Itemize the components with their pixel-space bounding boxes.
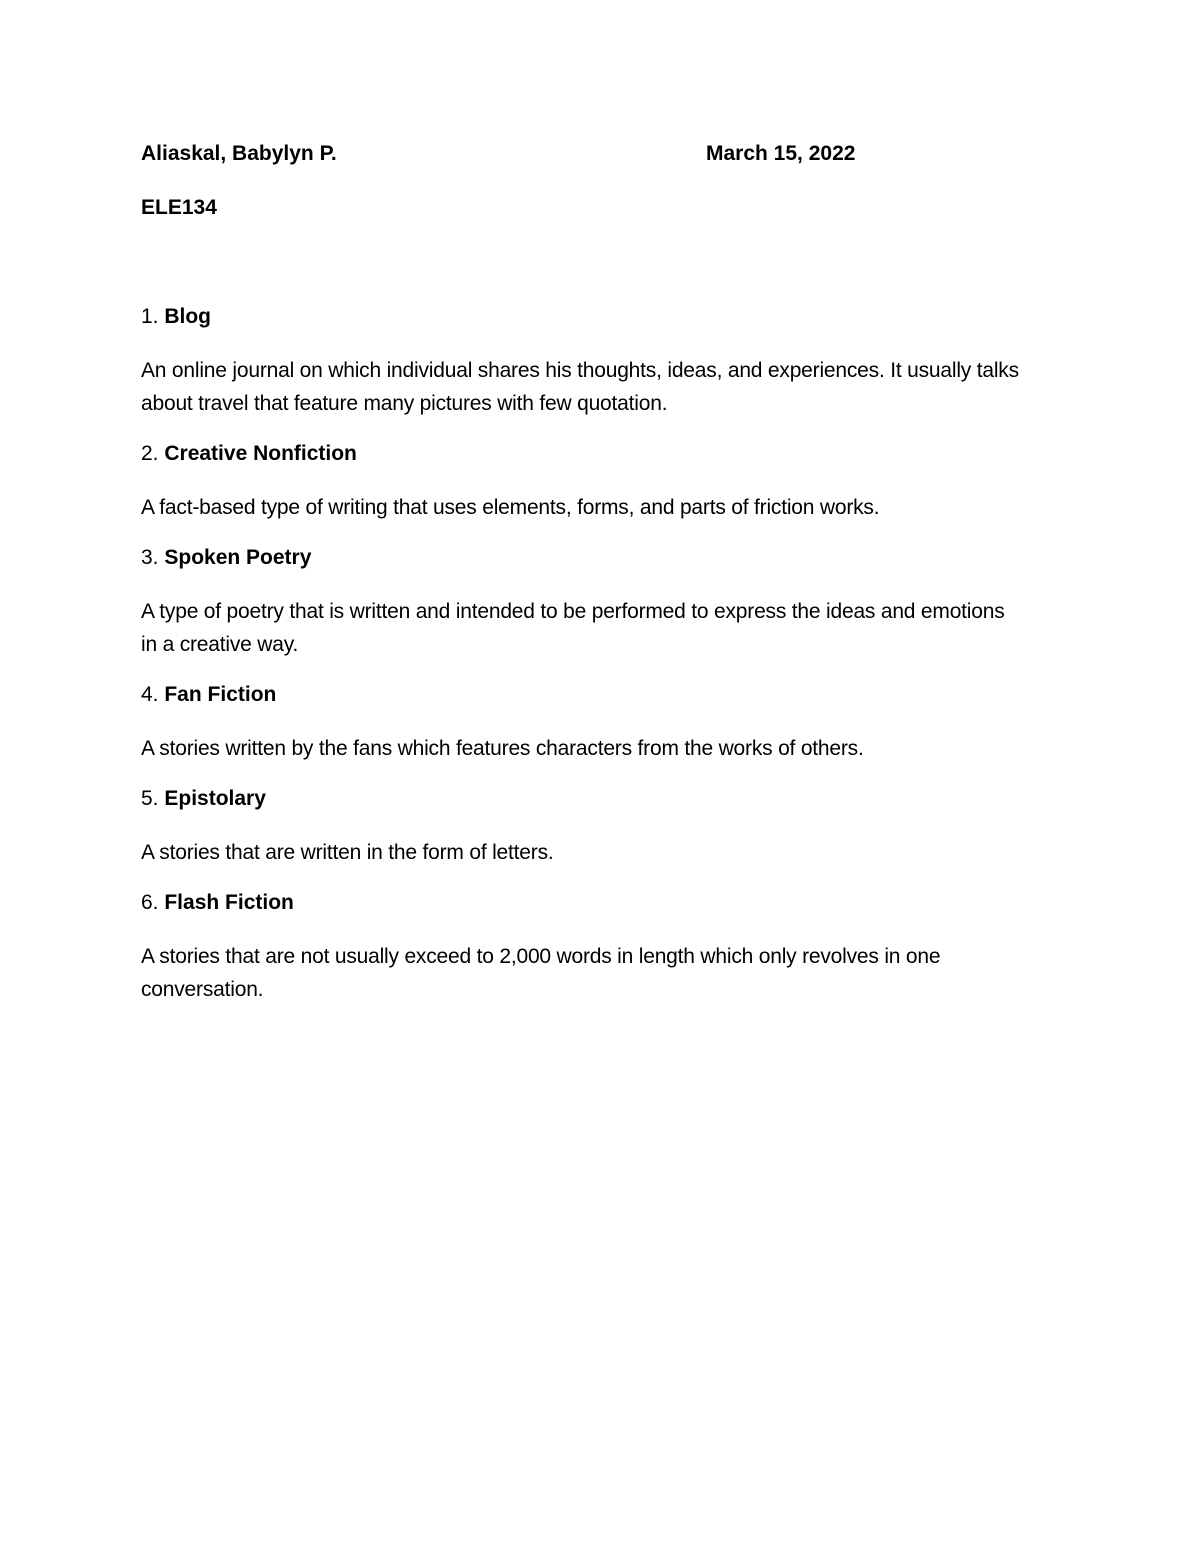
term-name: Fan Fiction [164,683,277,706]
term-heading [141,439,1021,469]
term-definition: A stories that are written in the form of letters. [141,841,554,864]
term-definition: A type of poetry that is written and intended to be performed to express the ideas and emotions in a creative way. [141,600,1005,656]
term-number: 3. [141,546,165,569]
term-name: Epistolary [164,787,266,810]
term-name: Blog [164,305,212,328]
term-definition: A stories written by the fans which features characters from the works of others. [141,737,864,760]
term-number: 5. [141,787,165,810]
list-item [141,543,1021,661]
term-number: 4. [141,683,165,706]
list-item [141,680,1021,765]
term-number: 6. [141,891,165,914]
list-item [141,888,1021,1006]
term-number: 1. [141,305,165,328]
term-number: 2. [141,442,165,465]
course-code: ELE134 [141,196,217,219]
term-name: Spoken Poetry [164,546,312,569]
term-definition: A fact-based type of writing that uses elements, forms, and parts of friction works. [141,496,880,519]
term-definition: An online journal on which individual shares his thoughts, ideas, and experiences. It usually talks about travel that feature many pictures with few quotation. [141,359,1019,415]
term-heading [141,784,1021,814]
term-heading [141,543,1021,573]
list-item [141,302,1021,420]
list-item [141,439,1021,524]
term-definition: A stories that are not usually exceed to 2,000 words in length which only revolves in one conversation. [141,945,941,1001]
term-heading [141,302,1021,332]
term-heading [141,680,1021,710]
author-name: Aliaskal, Babylyn P. [141,142,337,165]
list-item [141,784,1021,869]
document-date: March 15, 2022 [706,142,856,165]
term-heading [141,888,1021,918]
term-list [141,302,1021,1025]
term-name: Flash Fiction [164,891,294,914]
document-header [141,142,1041,172]
term-name: Creative Nonfiction [164,442,357,465]
